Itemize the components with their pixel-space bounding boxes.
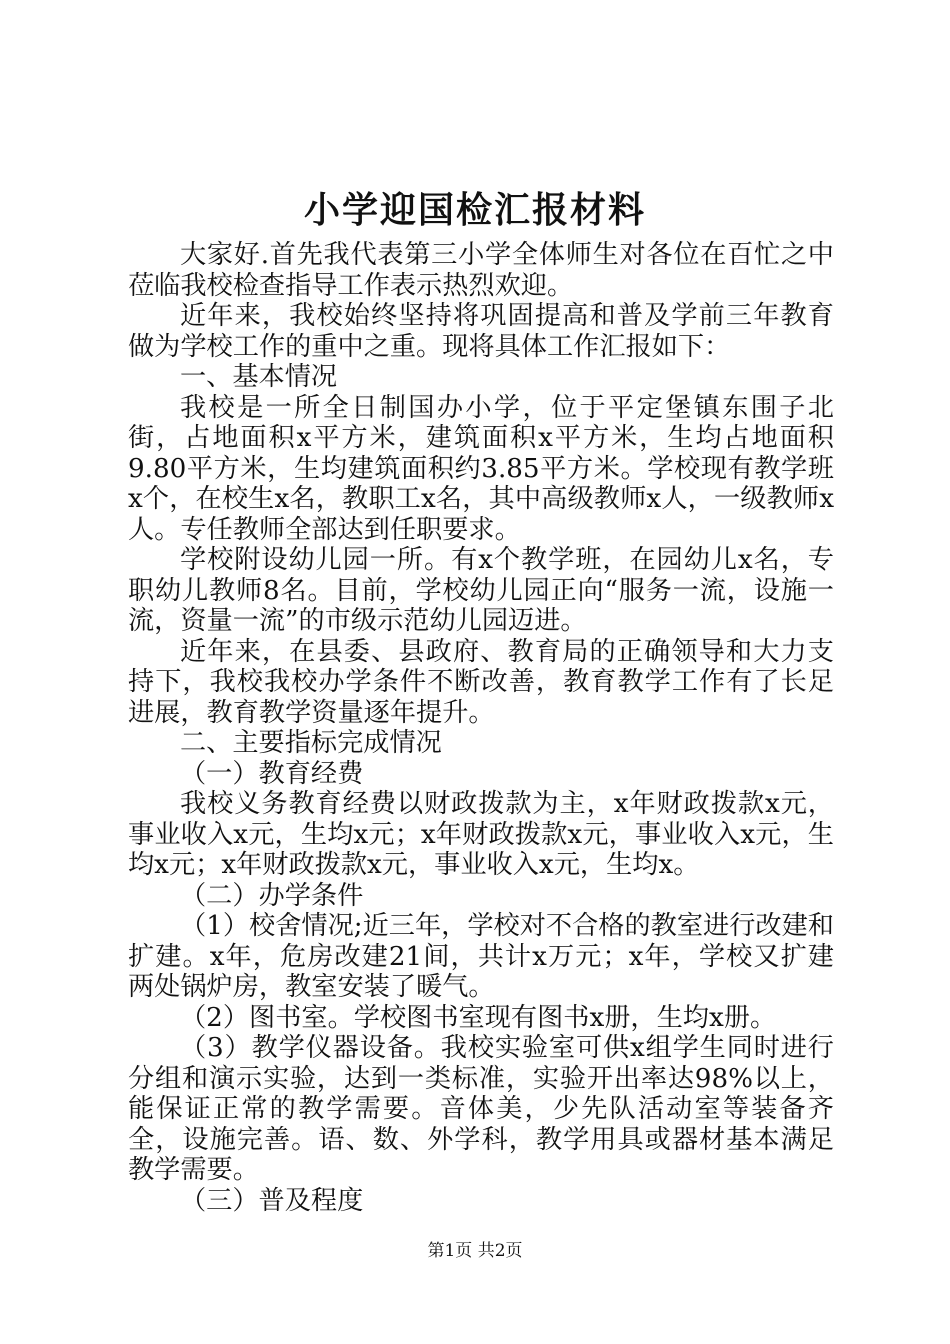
subheading-school-conditions: （二）办学条件 (180, 880, 364, 911)
paragraph-equipment: （3）教学仪器设备。我校实验室可供x组学生同时进行分组和演示实验，达到一类标准，实验开出率达98%以上，能保证正常的教学需要。音体美，少先队活动室等装备齐全，设施完善。语、数、外学科，教学用具或器材基本满足教学需要。 (128, 1033, 834, 1185)
subheading-popularization: （三）普及程度 (180, 1185, 364, 1216)
subheading-education-funds: （一）教育经费 (180, 758, 364, 789)
paragraph-school-buildings: （1）校舍情况;近三年，学校对不合格的教室进行改建和扩建。x年，危房改建21间，共计x万元；x年，学校又扩建两处锅炉房，教室安装了暖气。 (128, 911, 834, 1002)
paragraph-greeting: 大家好.首先我代表第三小学全体师生对各位在百忙之中莅临我校检查指导工作表示热烈欢迎。 (128, 240, 834, 301)
paragraph-intro: 近年来，我校始终坚持将巩固提高和普及学前三年教育做为学校工作的重中之重。现将具体工作汇报如下： (128, 301, 834, 362)
paragraph-library: （2）图书室。学校图书室现有图书x册，生均x册。 (180, 1002, 777, 1033)
document-title: 小学迎国检汇报材料 (303, 189, 646, 231)
heading-main-indicators: 二、主要指标完成情况 (180, 728, 442, 758)
paragraph-education-funds: 我校义务教育经费以财政拨款为主，x年财政拨款x元，事业收入x元，生均x元；x年财政拨款x元，事业收入x元，生均x元；x年财政拨款x元，事业收入x元，生均x。 (128, 789, 834, 880)
page-footer: 第1页 共2页 (427, 1241, 523, 1261)
paragraph-school-overview: 我校是一所全日制国办小学，位于平定堡镇东围子北街，占地面积x平方米，建筑面积x平方米，生均占地面积9.80平方米，生均建筑面积约3.85平方米。学校现有教学班x个，在校生x名，教职工x名，其中高级教师x人，一级教师x人。专任教师全部达到任职要求。 (128, 392, 834, 545)
heading-basic-situation: 一、基本情况 (180, 362, 338, 392)
document-body (128, 240, 834, 1216)
paragraph-progress: 近年来，在县委、县政府、教育局的正确领导和大力支持下，我校我校办学条件不断改善，教育教学工作有了长足进展，教育教学资量逐年提升。 (128, 636, 834, 728)
paragraph-kindergarten: 学校附设幼儿园一所。有x个教学班，在园幼儿x名，专职幼儿教师8名。目前，学校幼儿园正向“服务一流，设施一流，资量一流”的市级示范幼儿园迈进。 (128, 545, 834, 636)
